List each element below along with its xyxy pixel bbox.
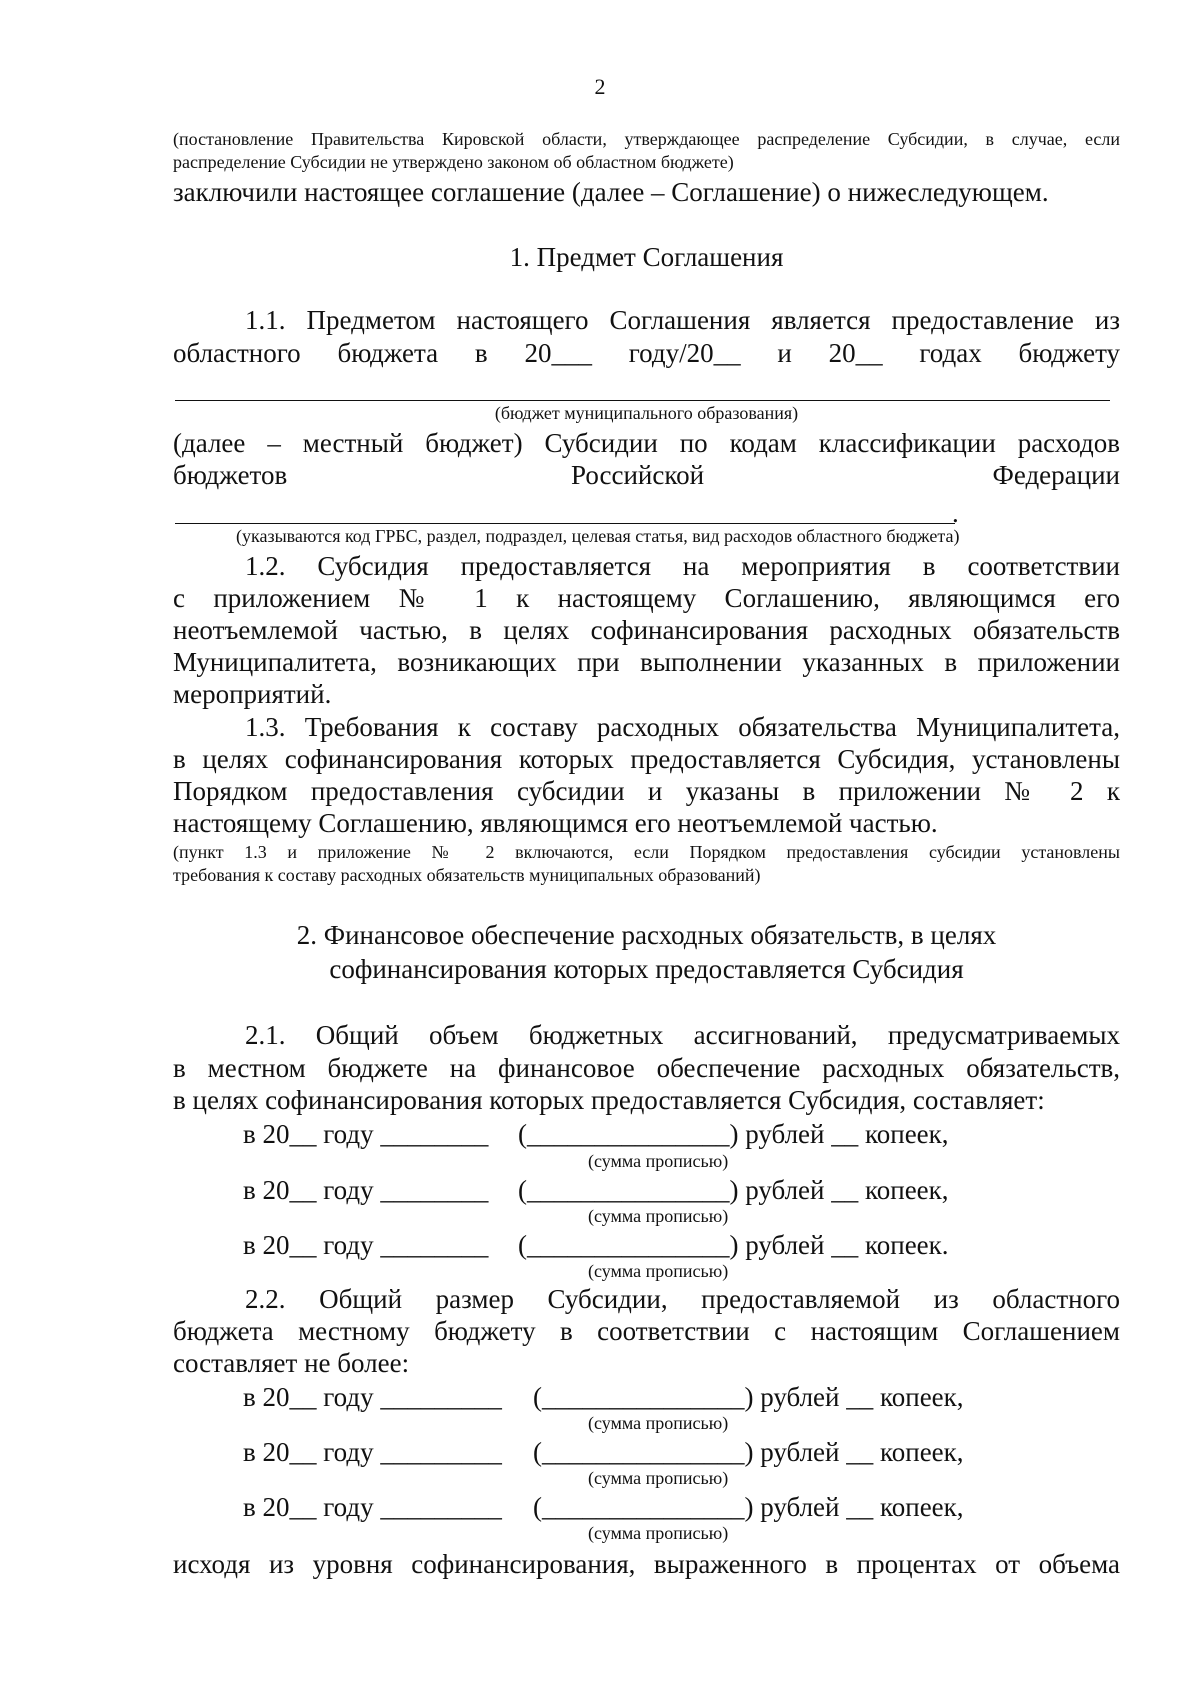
- p1-2-line2: с приложением № 1 к настоящему Соглашению, являющимся его: [173, 583, 1120, 613]
- amount-caption: (сумма прописью): [588, 1261, 729, 1281]
- p1-2-line4: Муниципалитета, возникающих при выполнении указанных в приложении: [173, 647, 1120, 677]
- amount-year: в 20__ году _________: [243, 1437, 502, 1467]
- amount-year: в 20__ году _________: [243, 1382, 502, 1412]
- p2-2-line3: составляет не более:: [173, 1348, 410, 1378]
- p1-1-line2: [173, 340, 1120, 367]
- last-line: исходя из уровня софинансирования, выраженного в процентах от объема: [173, 1549, 1120, 1579]
- p1-1-line1: 1.1. Предметом настоящего Соглашения является предоставление из: [245, 305, 1120, 335]
- p2-2-line2: бюджета местному бюджету в соответствии с настоящим Соглашением: [173, 1316, 1120, 1346]
- p1-3-line3: Порядком предоставления субсидии и указаны в приложении № 2 к: [173, 776, 1120, 806]
- word: бюджетов: [173, 460, 288, 490]
- note-1-3-line2: требования к составу расходных обязательств муниципальных образований): [173, 865, 761, 885]
- p1-3-line2: в целях софинансирования которых предоставляется Субсидия, установлены: [173, 744, 1120, 774]
- amount-words: (_______________) рублей __ копеек.: [518, 1230, 949, 1260]
- p2-1-line1: 2.1. Общий объем бюджетных ассигнований, предусматриваемых: [245, 1020, 1120, 1050]
- amount-year: в 20__ году ________: [243, 1119, 489, 1149]
- budget-blank-line: [175, 400, 1110, 401]
- word: бюджету: [1018, 338, 1121, 368]
- p2-1-line3: в целях софинансирования которых предоставляется Субсидия, составляет:: [173, 1085, 1045, 1115]
- word: 20___: [524, 338, 592, 368]
- word: Федерации: [992, 460, 1120, 490]
- amount-words: (_______________) рублей __ копеек,: [518, 1119, 949, 1149]
- amount-words: (_______________) рублей __ копеек,: [533, 1492, 964, 1522]
- amount-row: [243, 1384, 964, 1411]
- caption-budget: (бюджет муниципального образования): [494, 403, 799, 423]
- amount-caption: (сумма прописью): [588, 1468, 729, 1488]
- section2-title-line2: софинансирования которых предоставляется Субсидия: [329, 954, 964, 984]
- word: и: [777, 338, 792, 368]
- amount-caption: (сумма прописью): [588, 1151, 729, 1171]
- word: бюджета: [337, 338, 439, 368]
- word: областного: [173, 338, 301, 368]
- p1-2-line5: мероприятий.: [173, 679, 332, 709]
- page-number: 2: [594, 74, 606, 99]
- amount-words: (_______________) рублей __ копеек,: [533, 1437, 964, 1467]
- p1-3-line4: настоящему Соглашению, являющимся его неотъемлемой частью.: [173, 808, 938, 838]
- word: в: [474, 338, 488, 368]
- header-note-line2: распределение Субсидии не утверждено законом об областном бюджете): [173, 152, 734, 172]
- word: Российской: [571, 460, 705, 490]
- word: годах: [919, 338, 982, 368]
- codes-period: .: [952, 498, 959, 528]
- amount-caption: (сумма прописью): [588, 1206, 729, 1226]
- amount-row: [243, 1177, 949, 1204]
- p1-2-line3: неотъемлемой частью, в целях софинансирования расходных обязательств: [173, 615, 1120, 645]
- p2-1-line2: в местном бюджете на финансовое обеспечение расходных обязательств,: [173, 1053, 1120, 1083]
- header-note-line1: (постановление Правительства Кировской области, утверждающее распределение Субсидии, в случае, если: [173, 129, 1120, 149]
- caption-codes: (указываются код ГРБС, раздел, подраздел, целевая статья, вид расходов областного бюджета): [236, 526, 960, 546]
- section2-title-line1: 2. Финансовое обеспечение расходных обязательств, в целях: [296, 920, 997, 950]
- note-1-3-line1: (пункт 1.3 и приложение № 2 включаются, если Порядком предоставления субсидии установлены: [173, 842, 1120, 862]
- amount-caption: (сумма прописью): [588, 1413, 729, 1433]
- amount-row: [243, 1494, 964, 1521]
- amount-caption: (сумма прописью): [588, 1523, 729, 1543]
- word: 20__: [828, 338, 883, 368]
- amount-row: [243, 1232, 949, 1259]
- section1-title: 1. Предмет Соглашения: [509, 242, 784, 272]
- amount-row: [243, 1439, 964, 1466]
- p1-3-line1: 1.3. Требования к составу расходных обязательства Муниципалитета,: [245, 712, 1120, 742]
- amount-year: в 20__ году ________: [243, 1230, 489, 1260]
- word: году/20__: [628, 338, 741, 368]
- p1-1-line3: (далее – местный бюджет) Субсидии по кодам классификации расходов: [173, 428, 1120, 458]
- codes-blank-line: [175, 523, 955, 524]
- p2-2-line1: 2.2. Общий размер Субсидии, предоставляемой из областного: [245, 1284, 1120, 1314]
- amount-year: в 20__ году ________: [243, 1175, 489, 1205]
- amount-row: [243, 1121, 949, 1148]
- amount-year: в 20__ году _________: [243, 1492, 502, 1522]
- amount-words: (_______________) рублей __ копеек,: [533, 1382, 964, 1412]
- intro-line: заключили настоящее соглашение (далее – Соглашение) о нижеследующем.: [173, 177, 1049, 207]
- amount-words: (_______________) рублей __ копеек,: [518, 1175, 949, 1205]
- p1-2-line1: 1.2. Субсидия предоставляется на мероприятия в соответствии: [245, 551, 1120, 581]
